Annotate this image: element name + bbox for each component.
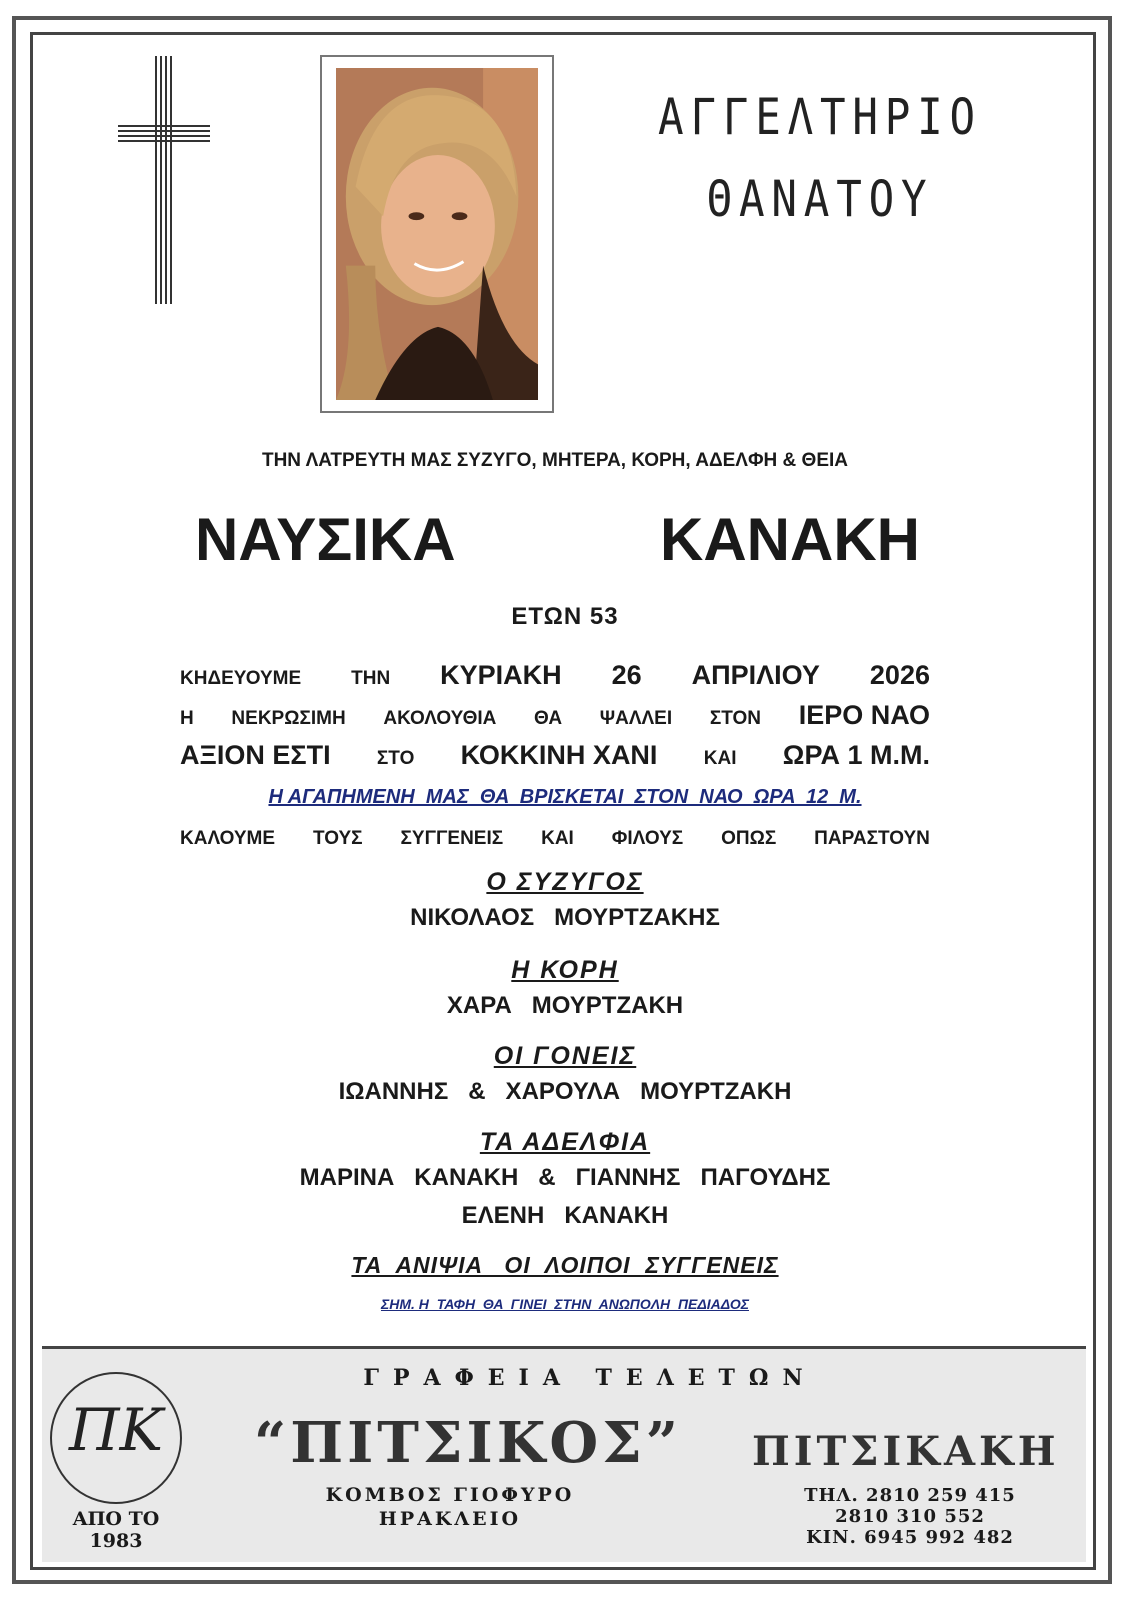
phone-line-3: ΚΙΝ. 6945 992 482 <box>806 1527 1014 1548</box>
invite-word: ΠΑΡΑΣΤΟΥΝ <box>814 828 930 849</box>
fl2-word: ΑΚΟΛΟΥΘΙΑ <box>383 708 497 729</box>
burial-note: ΣΗΜ. Η ΤΑΦΗ ΘΑ ΓΙΝΕΙ ΣΤΗΝ ΑΝΩΠΟΛΗ ΠΕΔΙΑΔΟΣ <box>380 1296 749 1312</box>
parents-heading: ΟΙ ΓΟΝΕΙΣ <box>493 1042 637 1070</box>
fl3-word: ΚΑΙ <box>703 748 737 769</box>
age-text: ΕΤΩΝ 53 <box>511 603 619 630</box>
spouse-name: ΝΙΚΟΛΑΟΣ ΜΟΥΡΤΖΑΚΗΣ <box>410 904 720 931</box>
church-note: Η ΑΓΑΠΗΜΕΝΗ ΜΑΣ ΘΑ ΒΡΙΣΚΕΤΑΙ ΣΤΟΝ ΝΑΟ ΩΡΑ 12 Μ. <box>268 786 862 808</box>
fl1-word: ΑΠΡΙΛΙΟΥ <box>691 660 820 690</box>
invite-word: ΦΙΛΟΥΣ <box>611 828 684 849</box>
cross-icon <box>118 56 210 304</box>
fl2-word: ΣΤΟΝ <box>709 708 761 729</box>
portrait-frame <box>320 55 554 413</box>
invite-word: ΚΑΙ <box>541 828 574 849</box>
funeral-home-logo <box>50 1372 182 1504</box>
since-line-2: 1983 <box>89 1530 143 1552</box>
location-line-1: ΚΟΜΒΟΣ ΓΙΟΦΥΡΟ <box>325 1484 575 1506</box>
fl2-word: ΨΑΛΛΕΙ <box>599 708 673 729</box>
logo-letters: ΠΚ <box>69 1396 163 1464</box>
fl2-word: ΙΕΡΟ ΝΑΟ <box>798 700 930 730</box>
fl3-word: ΣΤΟ <box>376 748 415 769</box>
deceased-last-name: ΚΑΝΑΚΗ <box>660 506 920 573</box>
fl3-word: ΩΡΑ 1 Μ.Μ. <box>782 740 930 770</box>
deceased-first-name: ΝΑΥΣΙΚΑ <box>195 506 456 573</box>
funeral-line-1 <box>180 660 930 691</box>
invite-word: ΟΠΩΣ <box>721 828 777 849</box>
fl2-word: Η <box>180 708 194 729</box>
fl1-word: 2026 <box>869 660 930 690</box>
location-line-2: ΗΡΑΚΛΕΙΟ <box>378 1508 522 1530</box>
fl1-word: ΤΗΝ <box>351 668 391 689</box>
fl2-word: ΘΑ <box>534 708 563 729</box>
fl3-word: ΑΞΙΟΝ ΕΣΤΙ <box>180 740 331 770</box>
parents-name: ΙΩΑΝΝΗΣ & ΧΑΡΟΥΛΑ ΜΟΥΡΤΖΑΚΗ <box>338 1078 792 1105</box>
invite-word: ΚΑΛΟΥΜΕ <box>180 828 276 849</box>
fl1-word: ΚΗΔΕΥΟΥΜΕ <box>180 668 302 689</box>
since-line-1: ΑΠΟ ΤΟ <box>72 1508 160 1530</box>
invite-word: ΣΥΓΓΕΝΕΙΣ <box>400 828 504 849</box>
fl1-word: 26 <box>611 660 642 690</box>
funeral-line-2 <box>180 700 930 731</box>
daughter-name: ΧΑΡΑ ΜΟΥΡΤΖΑΚΗ <box>446 992 684 1019</box>
daughter-heading: Η ΚΟΡΗ <box>511 956 619 984</box>
siblings-line-2: ΕΛΕΝΗ ΚΑΝΑΚΗ <box>461 1202 669 1229</box>
fl2-word: ΝΕΚΡΩΣΙΜΗ <box>231 708 346 729</box>
invite-line <box>180 828 930 850</box>
funeral-line-3 <box>180 740 930 771</box>
others-heading: ΤΑ ΑΝΙΨΙΑ ΟΙ ΛΟΙΠΟΙ ΣΥΓΓΕΝΕΙΣ <box>351 1252 779 1278</box>
phone-line-2: 2810 310 552 <box>835 1506 985 1527</box>
spouse-heading: Ο ΣΥΖΥΓΟΣ <box>486 868 644 896</box>
fl3-word: ΚΟΚΚΙΝΗ ΧΑΝΙ <box>460 740 658 770</box>
phone-line-1: ΤΗΛ. 2810 259 415 <box>804 1485 1016 1506</box>
deceased-name <box>195 505 920 574</box>
portrait-photo <box>336 68 538 400</box>
siblings-line-1: ΜΑΡΙΝΑ ΚΑΝΑΚΗ & ΓΙΑΝΝΗΣ ΠΑΓΟΥΔΗΣ <box>299 1164 831 1191</box>
title-line-1: ΑΓΓΕΛΤΗΡΙΟ <box>658 88 982 146</box>
title-line-2: ΘΑΝΑΤΟΥ <box>706 170 934 228</box>
invite-word: ΤΟΥΣ <box>312 828 363 849</box>
fl1-word: ΚΥΡΙΑΚΗ <box>440 660 562 690</box>
owner-name: ΠΙΤΣΙΚΑΚΗ <box>752 1428 1060 1475</box>
siblings-heading: ΤΑ ΑΔΕΛΦΙΑ <box>479 1128 651 1156</box>
office-label: ΓΡΑΦΕΙΑ ΤΕΛΕΤΩΝ <box>363 1365 817 1391</box>
intro-text: ΤΗΝ ΛΑΤΡΕΥΤΗ ΜΑΣ ΣΥΖΥΓΟ, ΜΗΤΕΡΑ, ΚΟΡΗ, ΑΔΕΛΦΗ & ΘΕΙΑ <box>261 450 849 471</box>
company-name: “ΠΙΤΣΙΚΟΣ” <box>253 1410 682 1476</box>
